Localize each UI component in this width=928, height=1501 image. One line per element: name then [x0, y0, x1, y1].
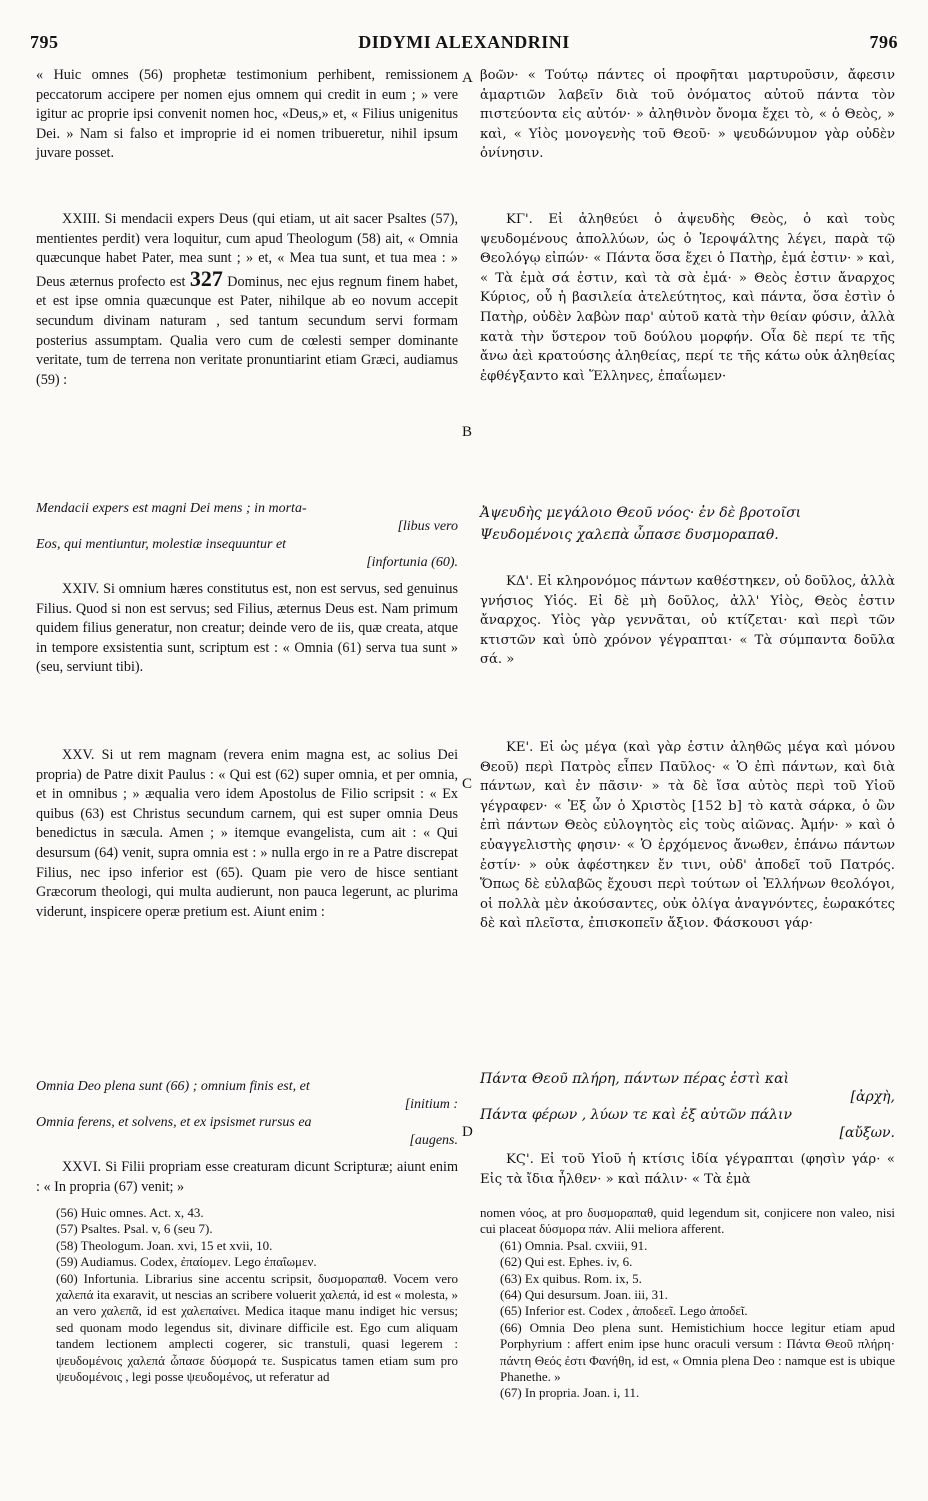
latin-text: Si Filii propriam esse creaturam dicunt Scripturæ; aiunt enim : « In propria (67) venit; » [36, 1159, 458, 1195]
footnote: (65) Inferior est. Codex , ἀποδεεῖ. Lego ἀποδεῖ. [500, 1303, 748, 1319]
verse-line: Eos, qui mentiuntur, molestiæ insequuntur et [36, 537, 287, 552]
footnote: (60) Infortunia. Librarius sine accentu scripsit, δυσμοραπαθ. Vocem vero χαλεπά ita exaravit, ut nescias an scribere voluerit χαλεπά, id est « molesta, » an vero χαλεπᾶ, id est χαλεπαίνει. Medica itaque manu indiget hic versus; sed quonam modo legendus sit, divinare difficile est. Ego cum aliquam tandem lectionem amplecti cogerer, sic transtuli, quasi legerem : ψευδομένοις χαλεπά ὦπασε δύσμορά τε. Suspicatus tamen etiam sum pro ψευδομένοις , legi posse ψευδομένος, ut referatur ad [56, 1270, 458, 1385]
margin-letter-a: A [462, 70, 473, 86]
footnote: (58) Theologum. Joan. xvi, 15 et xvii, 10. [56, 1237, 273, 1253]
latin-paragraph-xxv [36, 746, 458, 1072]
footnotes-right [480, 1205, 895, 1402]
verse-line: [initium : [404, 1097, 458, 1112]
footnote: (59) Audiamus. Codex, ἐπαίομεν. Lego ἐπαΐωμεν. [56, 1254, 317, 1270]
latin-paragraph-xxiv [36, 580, 458, 738]
footnote: (62) Qui est. Ephes. iv, 6. [500, 1254, 633, 1270]
column-number-327: 327 [189, 265, 223, 291]
greek-verse-1 [480, 502, 895, 564]
greek-paragraph-ke: ΚΕ'. Εἰ ὡς μέγα (καὶ γὰρ ἐστιν ἀληθῶς μέγα καὶ μόνου Θεοῦ) περὶ Πατρὸς εἶπεν Παῦλος· « Ὁ ἐπὶ πάντων, καὶ διὰ πάντων, καὶ ἐν πᾶσιν· » τὰ δὲ ἴσα αὐτὸς περὶ τοῦ Υἱοῦ γέγραφεν· « Ἐξ ὧν ὁ Χριστὸς [152 b] τὸ κατὰ σάρκα, ὁ ὢν ἐπὶ πάντων Θεὸς εὐλογητὸς εἰς τοὺς αἰῶνας. Ἀμήν· » καὶ ὁ εὐαγγελιστὴς φησιν· « Ὁ ἐρχόμενος ἄνωθεν, ἐπάνω πάντων ἐστίν· » οὐκ ἀφέστηκεν ἔν τινι, οὐδ' ἀποδεῖ τοῦ Πατρός. Ὅπως δὲ εὐλαβῶς ἔχουσι περὶ τούτων οἱ Ἑλλήνων θεολόγοι, οἱ πολλὰ μὲν ἀκούσαντες, οὐκ ὀλίγα ἀναγνόντες, ἑωρακότες δὲ καὶ πλεῖστα, ἐπισκοπεῖν ἄξιον. Φάσκουσι γάρ· [480, 740, 895, 932]
verse-line: Πάντα Θεοῦ πλήρη, πάντων πέρας ἐστὶ καὶ [480, 1071, 790, 1087]
page-number-left: 795 [30, 32, 59, 52]
verse-line: [infortunia (60). [366, 555, 458, 570]
verse-line: Omnia ferens, et solvens, et ex ipsismet rursus ea [36, 1115, 312, 1130]
verse-line: [ἀρχὴ, [850, 1089, 895, 1105]
section-number: XXIII. [62, 211, 101, 227]
footnotes-left [36, 1205, 458, 1385]
footnote: (64) Qui desursum. Joan. iii, 31. [500, 1287, 668, 1303]
margin-letter-c: C [462, 776, 473, 792]
verse-line: Πάντα φέρων , λύων τε καὶ ἐξ αὐτῶν πάλιν [480, 1107, 792, 1123]
greek-verse-2 [480, 1070, 895, 1142]
running-title: DIDYMI ALEXANDRINI [358, 32, 570, 52]
verse-line: [libus vero [397, 519, 458, 534]
footnote: (63) Ex quibus. Rom. ix, 5. [500, 1270, 642, 1286]
verse-line: Omnia Deo plena sunt (66) ; omnium finis est, et [36, 1079, 310, 1094]
footnote: (67) In propria. Joan. i, 11. [500, 1385, 640, 1401]
greek-paragraph-kd: ΚΔ'. Εἰ κληρονόμος πάντων καθέστηκεν, οὐ δοῦλος, ἀλλὰ γνήσιος Υἱός. Εἰ δὲ μὴ δοῦλος, ἀλλ' Υἱὸς, Θεὸς ἐστιν ἄναρχος. Υἱὸς γὰρ γεννᾶται, οὐ κτίζεται· καὶ περὶ τῶν κτιστῶν καὶ ὑπὸ χρόνον γέγραπται· « Τὰ σύμπαντα δοῦλα σά. » [480, 574, 895, 668]
latin-text: Si omnium hæres constitutus est, non est servus, sed genuinus Filius. Quod si non est servus; sed Filius, æternus Deus est. Nam primum quidem filius generatur, non creatur; deinde vero de iis, quæ creata, atque in tempore exsistentia sunt, scriptum est : « Omnia (61) serva tua sunt » (seu, serviunt tibi). [36, 581, 459, 676]
latin-verse-2 [36, 1078, 458, 1150]
latin-verse-1 [36, 500, 458, 572]
latin-paragraph-xxiii [36, 210, 458, 494]
latin-paragraph-1: « Huic omnes (56) prophetæ testimonium perhibent, remissionem peccatorum accipere per nomen ejus omnem qui credit in eum ; » vere igitur ac proprie ipsi convenit nomen hoc, «Deus,» et, « Filius unigenitus Dei. » Nam si falso et improprie id ei nomen tribueretur, nihil ipsum juvare posset. [36, 67, 458, 162]
verse-line: Ἀψευδὴς μεγάλοιο Θεοῦ νόος· ἐν δὲ βροτοῖσι [480, 505, 802, 521]
verse-line: Ψευδομένοις χαλεπὰ ὦπασε δυσμοραπαθ. [480, 527, 779, 543]
verse-line: [augens. [409, 1133, 458, 1148]
section-number: XXV. [62, 747, 95, 763]
footnote: (61) Omnia. Psal. cxviii, 91. [500, 1237, 648, 1253]
footnote: (66) Omnia Deo plena sunt. Hemistichium hocce legitur etiam apud Porphyrium : affert enim ipse hunc oraculi versum : Πάντα Θεοῦ πλήρη· πάντη Θεός ἐστι Φανήθη, id est, « Omnia plena Deo : namque est is ubique Phanethe. » [500, 1319, 895, 1385]
greek-paragraph-kg: ΚΓ'. Εἰ ἀληθεύει ὁ ἀψευδὴς Θεὸς, ὁ καὶ τοὺς ψευδομένους ἀπολλύων, ὡς ὁ Ἱεροψάλτης λέγει, παρὰ τῷ Θεολόγῳ εἰπών· « Πάντα ὅσα ἔχει ὁ Πατὴρ, ἐμά ἐστιν· » καὶ, « Τὰ ἐμὰ σά ἐστιν, καὶ τὰ σὰ ἐμά· » Θεὸς ἐστιν ἄναρχος Κύριος, οὗ ἡ βασιλεία ἀτελεύτητος, καὶ πάντα, ὅσα ἐστὶν ὁ Πατὴρ, οὐδὲν λαβὼν παρ' αὐτοῦ κατὰ τὴν θείαν φύσιν, ἀλλὰ κατὰ τὴν ὕστερον τοῦ δούλου μορφήν. Οἷα δὲ περί τε τῆς ἄνω ἀεὶ κρατούσης ἀληθείας, περί τε τῆς κάτω οὐκ ἀληθείας ἐφθέγξαντο καὶ Ἕλληνες, ἐπαΐωμεν· [480, 212, 895, 384]
footnote-continuation: nomen νόος, at pro δυσμοραπαθ, quid legendum sit, conjicere non valeo, nisi cui placeat δύσμορα πάν. Alii meliora afferent. [480, 1205, 895, 1237]
margin-letter-b: B [462, 424, 473, 440]
verse-line: [αὔξων. [839, 1125, 895, 1141]
verse-line: Mendacii expers est magni Dei mens ; in morta- [36, 501, 307, 516]
greek-paragraph-1: βοῶν· « Τούτῳ πάντες οἱ προφῆται μαρτυροῦσιν, ἄφεσιν ἁμαρτιῶν λαβεῖν διὰ τοῦ ὀνόματος αὐτοῦ πάντα τὸν πιστεύοντα εἰς αὐτόν· » ἀληθινὸν ὄνομα ἔχει τὸ, « ὁ Θεὸς, » καὶ, « Υἱὸς μονογενὴς τοῦ Θεοῦ· » ψευδώνυμον γὰρ οὐδὲν ὀνίνησιν. [480, 68, 895, 162]
page-header [30, 32, 898, 56]
latin-text: Si ut rem magnam (revera enim magna est, ac solius Dei propria) de Patre dixit Paulus : « Qui est (62) super omnia, et per omnia, et in omnibus ; » æqualia vero idem Apostolus de Filio scripsit : « Ex quibus (63) est Christus secundum carnem, qui est super omnia Deus benedictus in sæcula. Amen ; » itemque evangelista, cum ait : « Qui desursum (64) venit, supra omnia est : » nulla ergo in re a Patre discrepat Filius, nec ipso inferior est (65). Quam pie vero de hisce sentiant Græcorum theologi, qui multa audierunt, non pauca legerunt, ac plurima viderunt, inspicere operæ pretium est. Aiunt enim : [36, 747, 459, 920]
footnote: (56) Huic omnes. Act. x, 43. [56, 1205, 204, 1220]
margin-letter-d: D [462, 1124, 473, 1140]
section-number: XXVI. [62, 1159, 102, 1175]
latin-text: Dominus, nec ejus regnum finem habet, et est ipse omnia quæcunque est Pater, nihilque ab eo novum accepit secundum divinam naturam , sed tantum secundum servi formam posterius assumptam. Qualia vero cum de cœlesti semper dominante veritate, tum de terrena non veritate pronuntiarint etiam Græci, audiamus (59) : [36, 273, 459, 388]
greek-paragraph-ks: ΚϚ'. Εἰ τοῦ Υἱοῦ ἡ κτίσις ἰδία γέγραπται (φησὶν γάρ· « Εἰς τὰ ἴδια ἦλθεν· » καὶ πάλιν· « Τὰ ἐμὰ [480, 1152, 895, 1187]
latin-column [36, 66, 458, 1197]
latin-paragraph-xxvi [36, 1158, 458, 1197]
page-number-right: 796 [869, 32, 898, 52]
section-number: XXIV. [62, 581, 100, 597]
greek-column [480, 66, 895, 1189]
latin-text: Si mendacii expers Deus (qui etiam, ut ait sacer Psaltes (57), mentientes perdit) vera loquitur, cum apud Theologum (58) ait, « Omnia quæcunque habet Pater, mea sunt ; » et, « Mea tua sunt, et tua mea : » Deus æternus profecto est [36, 211, 458, 290]
footnote: (57) Psaltes. Psal. v, 6 (seu 7). [56, 1221, 213, 1237]
